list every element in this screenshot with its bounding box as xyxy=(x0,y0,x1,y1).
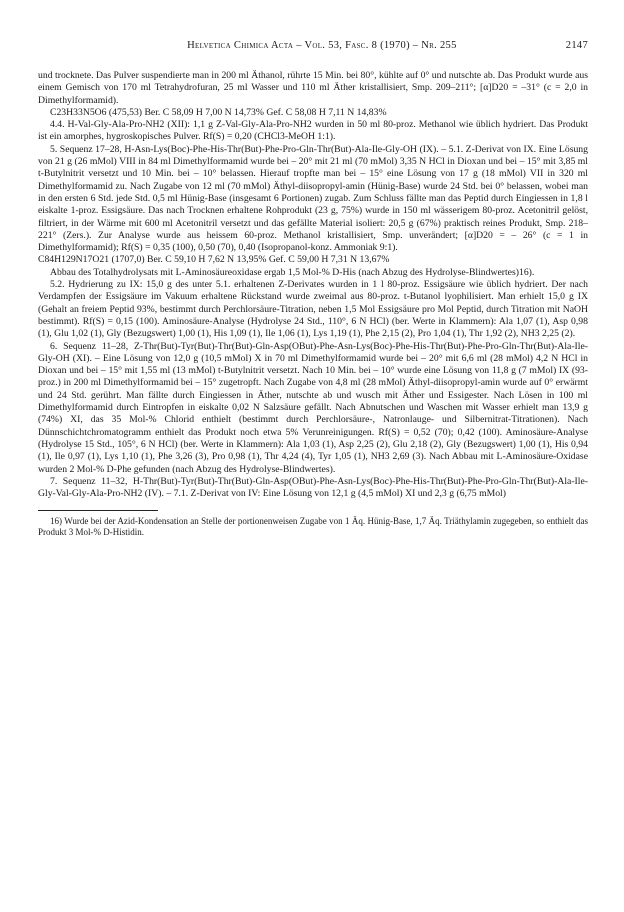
section-7: 7. Sequenz 11–32, H-Thr(But)-Tyr(But)-Thr(But)-Gln-Asp(OBut)-Phe-Asn-Lys(Boc)-Phe-His-Thr(But)-Phe-Pro-Gln-Thr(But)-Ala-Ile-Gly-Val-Gly-Ala-Pro-NH2 (IV). – 7.1. Z-Derivat von IV: Eine Lösung von 12,1 g (4,5 mMol) XI und 2,3 g (6,75 mMol) xyxy=(38,475,588,500)
elemental-analysis: C23H33N5O6 (475,53) Ber. C 58,09 H 7,00 N 14,73% Gef. C 58,08 H 7,11 N 14,83% xyxy=(50,106,387,118)
journal-title: Helvetica Chimica Acta – Vol. 53, Fasc. 8 (1970) – Nr. 255 xyxy=(187,40,457,51)
footnote: 16) Wurde bei der Azid-Kondensation an Stelle der portionenweisen Zugabe von 1 Äq. Hünig-Base, 1,7 Äq. Triäthylamin zugegeben, so enthielt das Produkt 3 Mol-% D-Histidin. xyxy=(38,516,588,538)
article-body xyxy=(38,70,588,538)
paragraph: und trocknete. Das Pulver suspendierte man in 200 ml Äthanol, rührte 15 Min. bei 80°, kühlte auf 0° und nutschte ab. Das Produkt wurde aus einem Gemisch von 170 ml Tetrahydrofuran, 25 ml Wasser und 110 ml Äther kristallisiert, Smp. 209–211°; [α]D20 = –31° (c = 2,0 in Dimethylformamid). xyxy=(38,70,588,106)
paragraph: 4.4. H-Val-Gly-Ala-Pro-NH2 (XII): 1,1 g Z-Val-Gly-Ala-Pro-NH2 wurden in 50 ml 80-proz. Methanol wie üblich hydriert. Das Produkt ist ein amorphes, hygroskopisches Pulver. Rf(S) = 0,20 (CHCl3-MeOH 1:1). xyxy=(38,119,588,143)
section-5: 5. Sequenz 17–28, H-Asn-Lys(Boc)-Phe-His-Thr(But)-Phe-Pro-Gln-Thr(But)-Ala-Ile-Gly-OH (IX). – 5.1. Z-Derivat von IX. Eine Lösung von 21 g (26 mMol) VIII in 84 ml Dimethylformamid wurde bei – 20° mit 21 ml (70 mMol) 3,35 N HCl in Dioxan und bei – 15° mit 3,85 ml t-Butylnitrit versetzt und 10 Min. bei – 10° belassen. Hierauf tropfte man bei – 15° eine Lösung von 17 g (18 mMol) VII in 320 ml Dimethylformamid zu. Nach Zugabe von 12 ml (70 mMol) Äthyl-diisopropyl-amin (Hünig-Base) wurde 24 Std. bei 0° belassen, wobei man in den ersten 6 Std. jede Std. 0,5 ml Hünig-Base (insgesamt 6 Portionen) zugab. Zum Schluss fällte man das Peptid durch Eingiessen in 1,8 l eiskalte 1-proz. Essigsäure. Das nach Trocknen erhaltene Rohprodukt (23 g, 75%) wurde in 150 ml wässerigem 80-proz. Acetonitril gelöst, filtriert, in der Wärme mit 600 ml Acetonitril versetzt und das gefällte Material isoliert: 20,5 g (67%) praktisch reines Produkt, Smp. 218–221° (Zers.). Zur Analyse wurde aus heissem 60-proz. Methanol kristallisiert, Smp. unverändert; [α]D20 = – 26° (c = 1 in Dimethylformamid); Rf(S) = 0,35 (100), 0,50 (70), 0,40 (Isopropanol-konz. Ammoniak 9:1). xyxy=(38,143,588,254)
paragraph: Abbau des Totalhydrolysats mit L-Aminosäureoxidase ergab 1,5 Mol-% D-His (nach Abzug des Hydrolyse-Blindwertes)16). xyxy=(50,266,535,278)
elemental-analysis: C84H129N17O21 (1707,0) Ber. C 59,10 H 7,62 N 13,95% Gef. C 59,00 H 7,31 N 13,67% xyxy=(38,254,390,266)
running-header xyxy=(38,40,588,56)
paragraph: 5.2. Hydrierung zu IX: 15,0 g des unter 5.1. erhaltenen Z-Derivates wurden in 1 l 80-proz. Essigsäure wie üblich hydriert. Der nach Verdampfen der Essigsäure im Vakuum erhaltene Rückstand wurde zweimal aus 80-proz. t-Butanol lyophilisiert. Man erhielt 15,0 g IX (Gehalt an freiem Peptid 93%, bestimmt durch Perchlorsäure-Titration, neben 1,5 Mol Essigsäure pro Mol Peptid, durch Titration mit NaOH bestimmt). Rf(S) = 0,15 (100). Aminosäure-Analyse (Hydrolyse 24 Std., 110°, 6 N HCl) (ber. Werte in Klammern): Ala 1,07 (1), Asp 0,98 (1), Glu 1,02 (1), Gly (Bezugswert) 1,00 (1), His 1,09 (1), Ile 1,06 (1), Lys 1,19 (1), Phe 2,15 (2), Pro 1,04 (1), Thr 1,92 (2), NH3 2,25 (2). xyxy=(38,279,588,340)
section-6: 6. Sequenz 11–28, Z-Thr(But)-Tyr(But)-Thr(But)-Gln-Asp(OBut)-Phe-Asn-Lys(Boc)-Phe-His-Thr(But)-Phe-Pro-Gln-Thr(But)-Ala-Ile-Gly-OH (XI). – Eine Lösung von 12,0 g (10,5 mMol) X in 70 ml Dimethylformamid wurde bei – 20° mit 6,6 ml (28 mMol) 4,2 N HCl in Dioxan und bei – 15° mit 1,55 ml (13 mMol) t-Butylnitrit versetzt. Nach 10 Min. bei – 10° wurde eine Lösung von 11,8 g (7 mMol) IX (93-proz.) in 200 ml Dimethylformamid bei – 15° zugetropft. Nach Zugabe von 4,8 ml (28 mMol) Äthyl-diisopropyl-amin wurde auf 0° erwärmt und 24 Std. gerührt. Man fällte durch Eingiessen in Äther, nutschte ab und wusch mit Äther und Essigester. Nach Lösen in 100 ml Dimethylformamid durch Eintropfen in eiskalte 0,02 N Salzsäure gefällt. Nach Abnutschen und Waschen mit Wasser erhielt man 13,9 g (74%) XI, das 35 Mol-% Chlorid enthielt (bestimmt durch Perchlorsäure-, Natronlauge- und Silbernitrat-Titrationen). Nach Dünnschichtchromatogramm enthielt das Produkt noch etwa 5% Verunreinigungen. Rf(S) = 0,52 (70); 0,42 (100). Aminosäure-Analyse (Hydrolyse 15 Std., 105°, 6 N HCl) (ber. Werte in Klammern): Ala 1,03 (1), Asp 2,25 (2), Glu 2,18 (2), Gly (Bezugswert) 1,00 (1), His 0,94 (1), Ile 0,97 (1), Lys 1,10 (1), Phe 3,26 (3), Pro 0,98 (1), Thr 4,24 (4), Tyr 1,05 (1), NH3 2,69 (3). Nach Abbau mit L-Aminosäure-Oxidase wurden 2 Mol-% D-Phe gefunden (nach Abzug des Hydrolyse-Blindwertes). xyxy=(38,340,588,475)
page-number: 2147 xyxy=(565,40,588,51)
footnote-divider xyxy=(38,510,158,511)
